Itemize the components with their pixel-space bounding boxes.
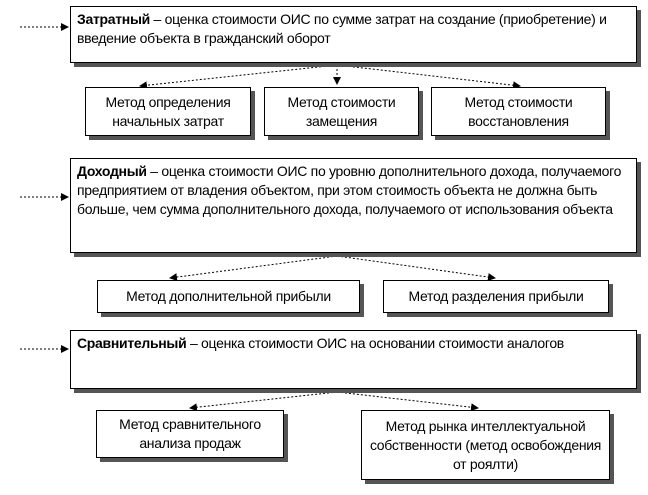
approach-income-name: Доходный [77, 163, 147, 179]
approach-comparative-name: Сравнительный [77, 335, 187, 351]
method-comparative-sales [96, 410, 284, 458]
approach-cost-box [70, 6, 637, 63]
method-initial-costs-label: Метод определения начальных затрат [105, 93, 231, 129]
approach-comparative-description: – оценка стоимости ОИС на основании стоимости аналогов [186, 335, 564, 351]
method-relief-from-royalty-label: Метод рынка интеллектуальной собственности (метод освобождения от роялти) [369, 417, 602, 472]
method-relief-from-royalty [361, 410, 610, 480]
approach-cost-description: – оценка стоимости ОИС по сумме затрат на создание (приобретение) и введение объекта в гражданский оборот [77, 11, 607, 46]
method-profit-split [383, 280, 609, 313]
approach-income-box [70, 158, 637, 253]
method-replacement-cost-label: Метод стоимости замещения [287, 93, 396, 129]
method-profit-split-label: Метод разделения прибыли [408, 288, 584, 304]
method-replacement-cost [264, 87, 419, 136]
method-comparative-sales-label: Метод сравнительного анализа продаж [119, 416, 261, 451]
method-additional-profit-label: Метод дополнительной прибыли [126, 288, 331, 304]
approach-income-description: – оценка стоимости ОИС по уровню дополнительного дохода, получаемого предприятием от владения объектом, при этом стоимость объекта не должна быть больше, чем сумма дополнительного дохода, получаемого от использования объекта [77, 163, 622, 217]
approach-comparative-box [70, 330, 637, 389]
approach-cost-name: Затратный [77, 11, 150, 27]
method-additional-profit [97, 280, 360, 313]
method-reproduction-cost-label: Метод стоимости восстановления [464, 93, 573, 129]
method-reproduction-cost [431, 87, 606, 136]
method-initial-costs [85, 87, 251, 136]
